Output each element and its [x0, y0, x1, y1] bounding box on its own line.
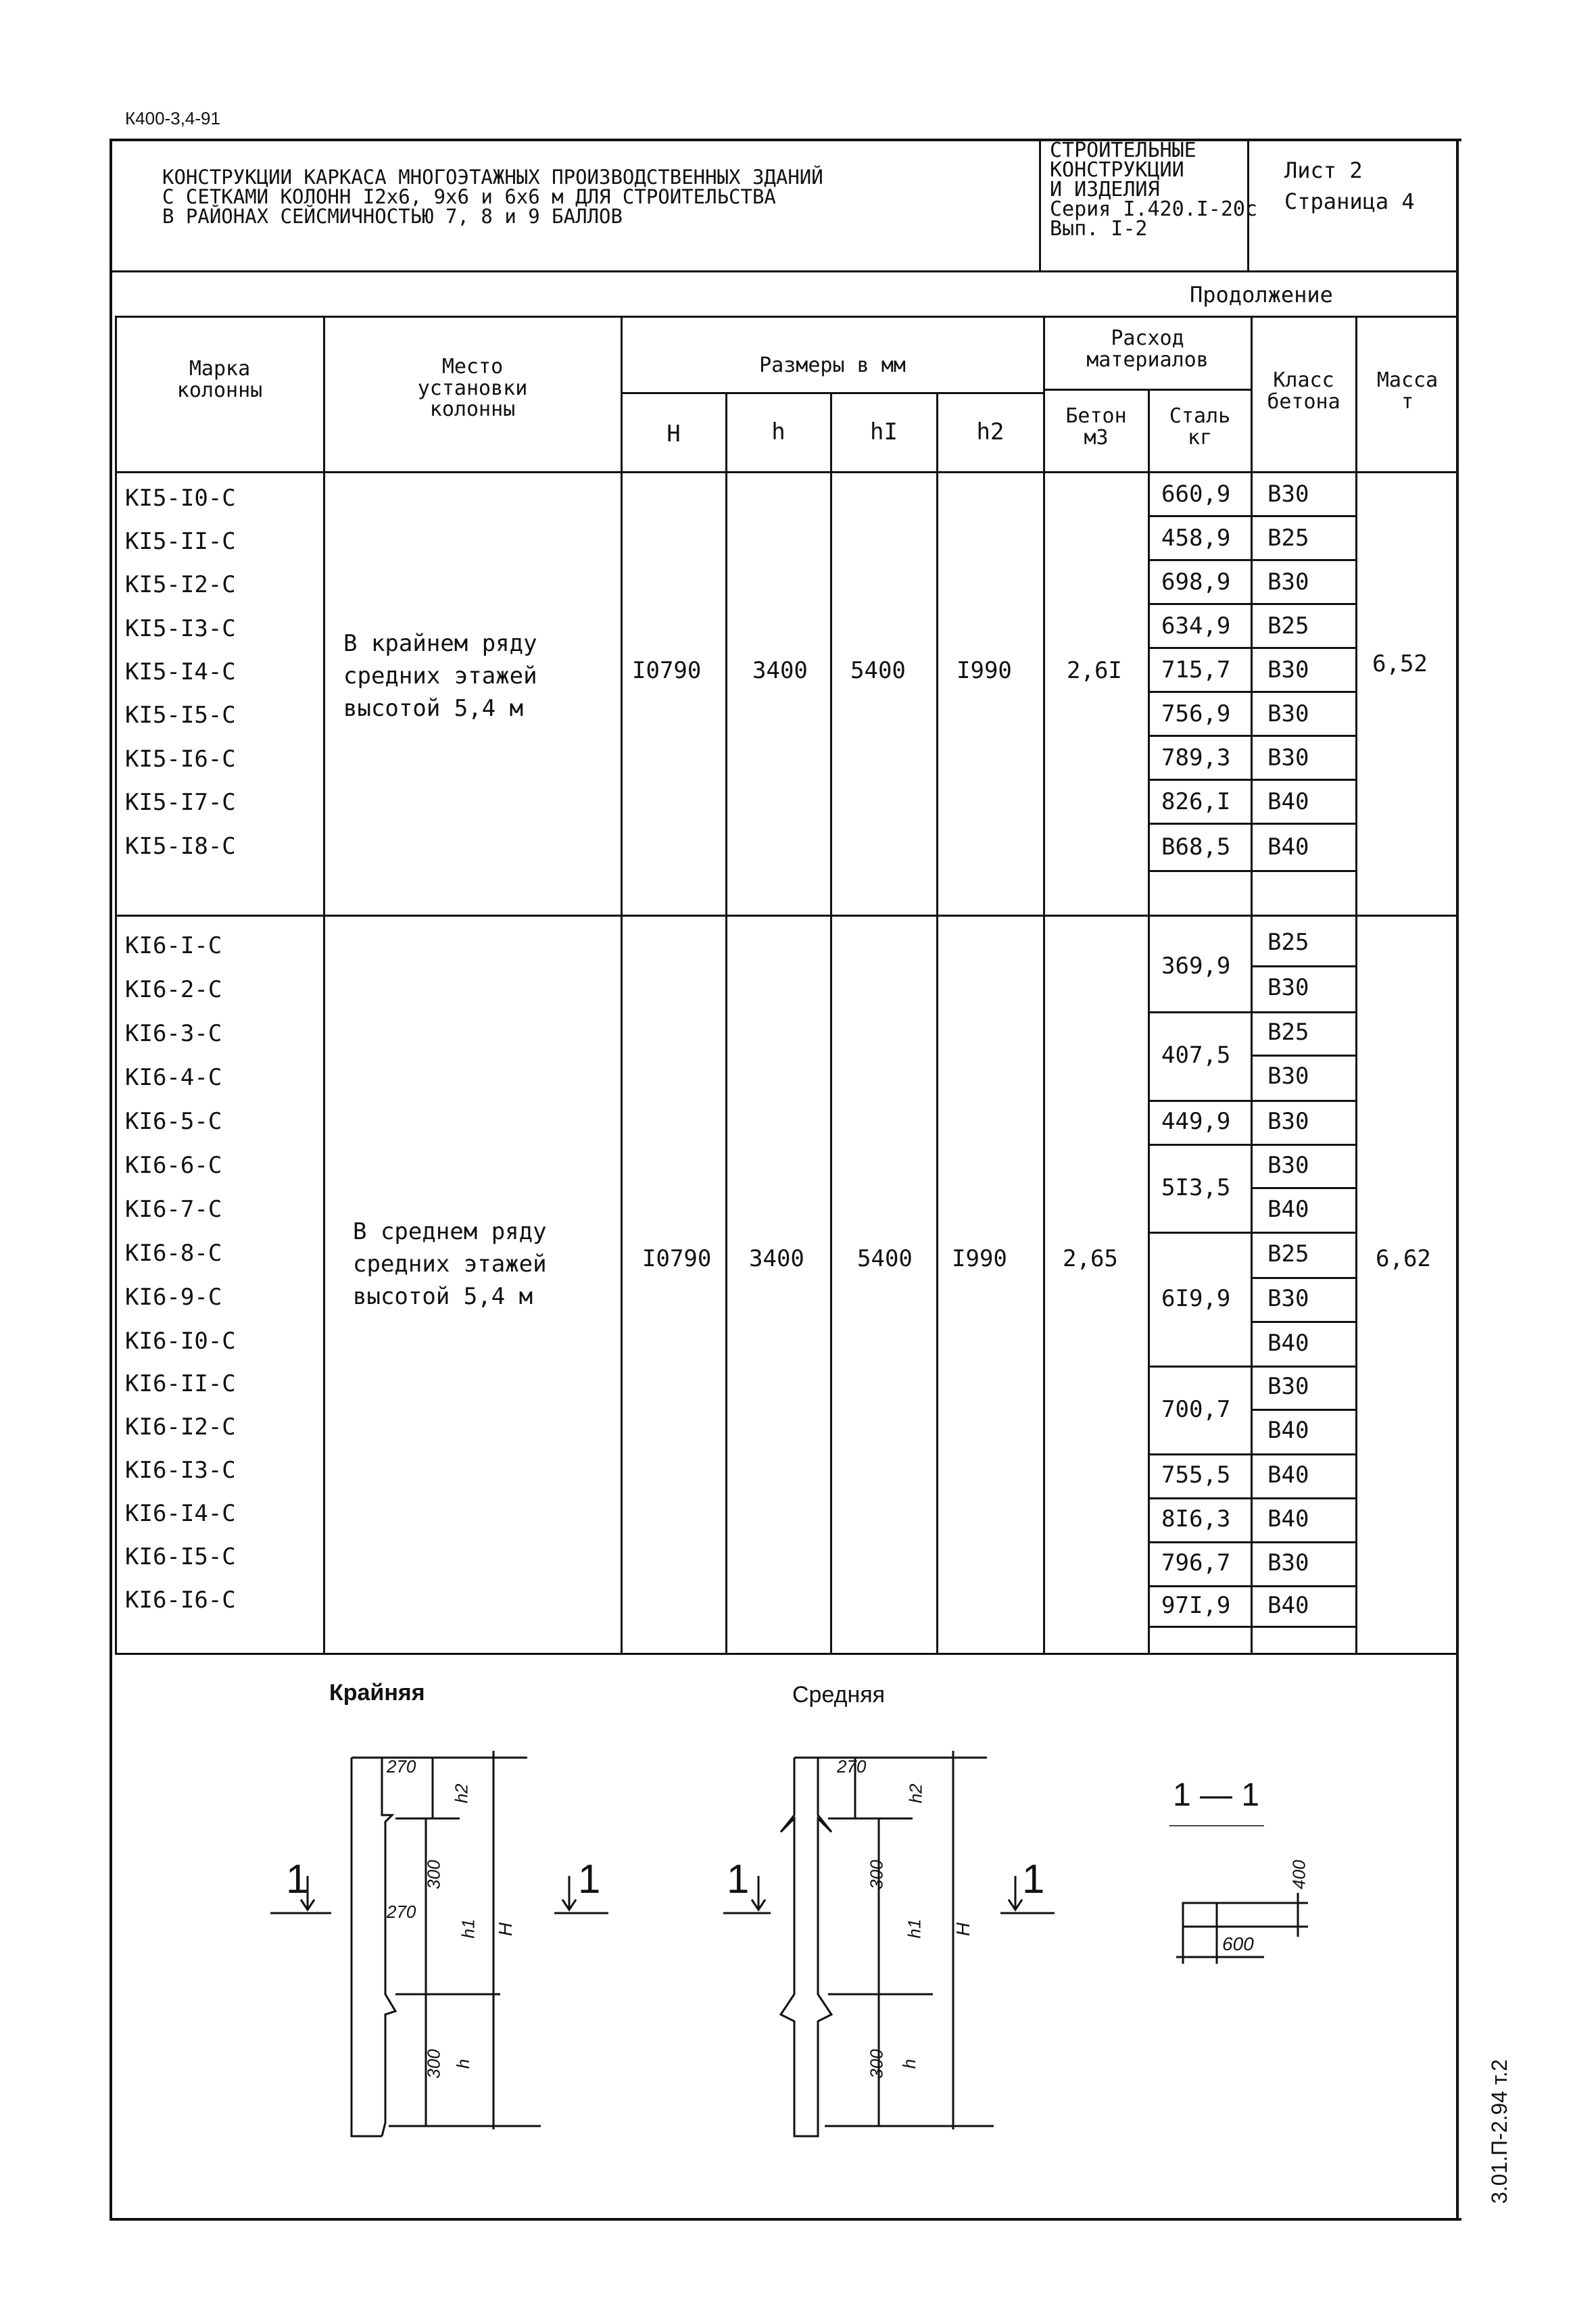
steel-cell: 407,5	[1161, 1042, 1231, 1069]
title-bottom-line	[110, 270, 1458, 272]
h1-value: 5400	[857, 1245, 913, 1272]
class-cell: В40	[1267, 1592, 1309, 1619]
mark-cell: КI6-I2-С	[125, 1414, 236, 1441]
mark-cell: КI6-I3-С	[125, 1457, 236, 1484]
series-line-1: СТРОИТЕЛЬНЫЕ	[1050, 139, 1196, 162]
middle-section-mark-right: 1	[1022, 1856, 1045, 1902]
class-cell: В30	[1267, 744, 1309, 771]
mark-cell: КI5-II-С	[125, 528, 236, 555]
vertical-stamp: 3.01.П-2.94 т.2	[1487, 2059, 1512, 2204]
steel-cell: 756,9	[1161, 700, 1231, 727]
steel-cell: 449,9	[1161, 1108, 1231, 1135]
document-code: К400-3,4-91	[125, 108, 220, 128]
middle-dim-h2: h2	[905, 1783, 926, 1804]
page-frame-right	[1456, 139, 1459, 2221]
h2-value: I990	[952, 1245, 1007, 1272]
steel-cell: 6I9,9	[1161, 1285, 1231, 1312]
middle-dim-H: H	[952, 1922, 974, 1937]
mark-cell: КI6-6-С	[125, 1152, 222, 1179]
class-cell: В30	[1267, 1373, 1309, 1400]
mark-cell: КI6-7-С	[125, 1196, 222, 1223]
class-cell: В40	[1267, 788, 1309, 815]
class-cell: В30	[1267, 569, 1309, 596]
class-cell: В25	[1267, 612, 1309, 640]
continuation-label: Продолжение	[1190, 282, 1333, 308]
steel-cell: 369,9	[1161, 952, 1231, 980]
steel-cell: 700,7	[1161, 1396, 1231, 1423]
middle-dim-h: h	[899, 2058, 920, 2069]
col-header-h1: hI	[870, 418, 898, 445]
section-dim-600: 600	[1222, 1933, 1254, 1954]
class-cell: В40	[1267, 1417, 1309, 1444]
middle-dim-270: 270	[837, 1756, 867, 1777]
edge-section-mark-left: 1	[286, 1856, 309, 1902]
col-header-class: Класс бетона	[1267, 368, 1340, 414]
middle-dim-300-top: 300	[866, 1860, 887, 1889]
class-cell: В25	[1267, 1240, 1309, 1268]
mark-cell: КI5-I6-С	[125, 746, 236, 773]
place-middle-row: В среднем ряду средних этажей высотой 5,4 м	[353, 1218, 547, 1310]
middle-dim-300-bottom: 300	[866, 2049, 887, 2079]
mark-cell: КI6-9-С	[125, 1284, 222, 1311]
edge-dim-300-top: 300	[423, 1860, 444, 1889]
steel-cell: В68,5	[1161, 834, 1231, 861]
class-cell: В30	[1267, 974, 1309, 1001]
class-cell: В40	[1267, 834, 1309, 861]
col-header-place: Место установки колонны	[417, 355, 528, 421]
class-cell: В30	[1267, 1285, 1309, 1312]
series-line-5: Вып. I-2	[1050, 217, 1148, 241]
col-header-steel: Сталь кг	[1169, 404, 1231, 450]
edge-column-drawing	[257, 1731, 635, 2150]
class-cell: В30	[1267, 1108, 1309, 1135]
class-cell: В25	[1267, 1019, 1309, 1046]
series-line-2: КОНСТРУКЦИИ	[1050, 158, 1184, 182]
mark-cell: КI6-I0-С	[125, 1328, 236, 1355]
title-line-1: КОНСТРУКЦИИ КАРКАСА МНОГОЭТАЖНЫХ ПРОИЗВОДСТВЕННЫХ ЗДАНИЙ	[162, 166, 823, 189]
class-cell: В40	[1267, 1330, 1309, 1357]
edge-section-mark-right: 1	[578, 1856, 601, 1902]
edge-dim-h: h	[453, 2058, 474, 2069]
class-cell: В40	[1267, 1462, 1309, 1489]
H-value: I0790	[642, 1245, 712, 1272]
mark-cell: КI5-I3-С	[125, 615, 236, 642]
mark-cell: КI5-I8-С	[125, 833, 236, 860]
sheet-number: Лист 2	[1284, 158, 1363, 183]
H-value: I0790	[632, 657, 702, 684]
mark-cell: КI6-8-С	[125, 1240, 222, 1267]
class-cell: В30	[1267, 1063, 1309, 1090]
steel-cell: 8I6,3	[1161, 1505, 1231, 1533]
edge-dim-270-mid: 270	[387, 1902, 416, 1922]
col-header-H: Н	[667, 420, 681, 448]
title-line-2: С СЕТКАМИ КОЛОНН I2x6, 9x6 и 6x6 м ДЛЯ СТРОИТЕЛЬСТВА	[162, 185, 776, 208]
steel-cell: 698,9	[1161, 569, 1231, 596]
series-line-4: Серия I.420.I-20с	[1050, 197, 1258, 221]
steel-cell: 826,I	[1161, 788, 1231, 815]
class-cell: В30	[1267, 1152, 1309, 1179]
steel-cell: 660,9	[1161, 481, 1231, 508]
col-header-mark: Марка колонны	[176, 357, 263, 402]
class-cell: В25	[1267, 929, 1309, 956]
mark-cell: КI6-4-С	[125, 1064, 222, 1091]
steel-cell: 97I,9	[1161, 1592, 1231, 1619]
class-cell: В25	[1267, 525, 1309, 552]
middle-section-mark-left: 1	[727, 1856, 750, 1902]
mark-cell: КI6-II-С	[125, 1370, 236, 1397]
class-cell: В30	[1267, 700, 1309, 727]
col-header-concrete: Бетон м3	[1065, 404, 1127, 450]
edge-dim-300-bottom: 300	[423, 2049, 444, 2079]
edge-dim-H: H	[495, 1922, 516, 1937]
steel-cell: 458,9	[1161, 525, 1231, 552]
mark-cell: КI6-3-С	[125, 1020, 222, 1047]
col-header-materials: Расход материалов	[1086, 327, 1209, 372]
steel-cell: 796,7	[1161, 1549, 1231, 1576]
steel-cell: 634,9	[1161, 612, 1231, 640]
series-line-3: И ИЗДЕЛИЯ	[1050, 178, 1160, 201]
edge-dim-270-top: 270	[387, 1756, 416, 1777]
col-header-h: h	[771, 418, 785, 445]
mark-cell: КI6-I4-С	[125, 1500, 236, 1527]
h1-value: 5400	[850, 657, 906, 684]
middle-column-title: Средняя	[792, 1682, 886, 1708]
page-number: Страница 4	[1284, 189, 1415, 214]
steel-cell: 789,3	[1161, 744, 1231, 771]
mass-value: 6,52	[1372, 650, 1428, 677]
steel-cell: 5I3,5	[1161, 1174, 1231, 1201]
mark-cell: КI6-5-С	[125, 1108, 222, 1135]
title-divider-1	[1039, 139, 1041, 272]
mark-cell: КI5-I0-С	[125, 485, 236, 512]
edge-dim-h1: h1	[458, 1919, 479, 1939]
section-dim-400: 400	[1288, 1860, 1309, 1889]
col-header-mass: Масса т	[1376, 368, 1438, 414]
middle-dim-h1: h1	[904, 1919, 925, 1939]
h2-value: I990	[957, 657, 1012, 684]
mark-cell: КI5-I5-С	[125, 702, 236, 729]
concrete-value: 2,65	[1063, 1245, 1118, 1272]
steel-cell: 715,7	[1161, 656, 1231, 683]
edge-column-title: Крайняя	[329, 1680, 425, 1706]
mark-cell: КI6-I5-С	[125, 1543, 236, 1570]
class-cell: В30	[1267, 481, 1309, 508]
edge-dim-h2: h2	[451, 1783, 472, 1804]
concrete-value: 2,6I	[1067, 657, 1122, 684]
steel-cell: 755,5	[1161, 1462, 1231, 1489]
h-value: 3400	[752, 657, 808, 684]
class-cell: В40	[1267, 1196, 1309, 1223]
h-value: 3400	[749, 1245, 804, 1272]
class-cell: В30	[1267, 656, 1309, 683]
mark-cell: КI6-I-С	[125, 932, 222, 959]
mark-cell: КI5-I2-С	[125, 571, 236, 598]
section-title: 1 — 1	[1173, 1777, 1260, 1813]
class-cell: В30	[1267, 1549, 1309, 1576]
col-header-h2: h2	[976, 418, 1005, 445]
mark-cell: КI6-I6-С	[125, 1587, 236, 1614]
title-line-3: В РАЙОНАХ СЕЙСМИЧНОСТЬЮ 7, 8 и 9 БАЛЛОВ	[162, 205, 623, 228]
mass-value: 6,62	[1376, 1245, 1431, 1272]
place-edge-row: В крайнем ряду средних этажей высотой 5,4 м	[343, 630, 537, 722]
mark-cell: КI5-I4-С	[125, 658, 236, 685]
col-header-sizes: Размеры в мм	[759, 354, 906, 377]
class-cell: В40	[1267, 1505, 1309, 1533]
mark-cell: КI5-I7-С	[125, 789, 236, 816]
mark-cell: КI6-2-С	[125, 976, 222, 1003]
